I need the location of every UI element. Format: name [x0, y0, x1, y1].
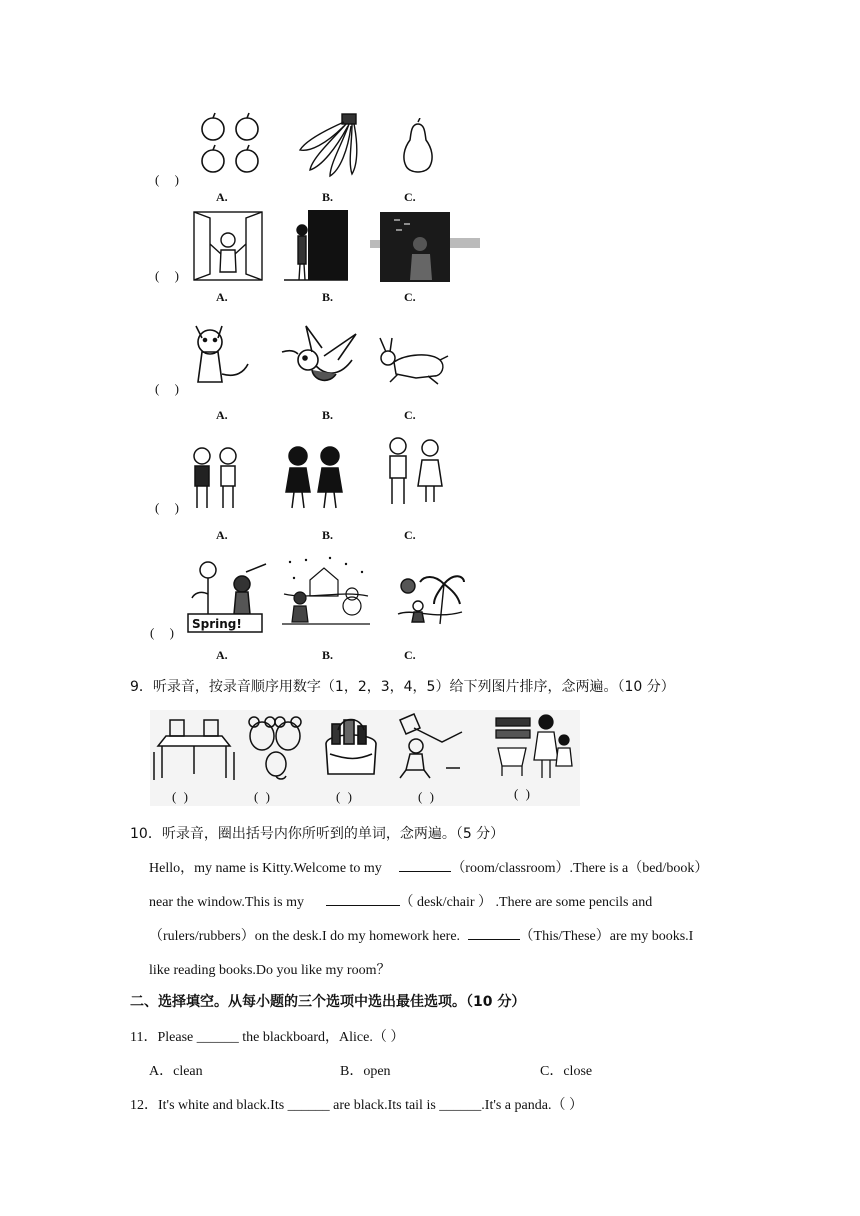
blank-field[interactable] — [468, 927, 520, 940]
two-boys-icon — [188, 442, 244, 512]
option-b-label: B. — [322, 648, 334, 662]
section-2-heading: 二、选择填空。从每小题的三个选项中选出最佳选项。（10 分） — [130, 994, 526, 1010]
passage-text: （This/These）are my books.I — [519, 929, 694, 944]
option-b-label: B. — [322, 190, 334, 204]
passage-text: （room/classroom）.There is a（bed/book） — [451, 861, 709, 876]
answer-paren[interactable]: ( ) — [155, 381, 185, 396]
q10-passage-line — [149, 857, 708, 877]
question-12-text: 12．It's white and black.Its ______ are black.Its tail is ______.It's a panda.（ ） — [130, 1098, 583, 1113]
open-window-icon — [190, 210, 266, 282]
apples-icon — [196, 112, 268, 178]
q11-option-b[interactable]: B．open — [340, 1064, 391, 1079]
question-9-text: 9．听录音，按录音顺序用数字（1，2，3，4，5）给下列图片排序，念两遍。（10 分） — [130, 679, 675, 695]
option-c-label: C. — [404, 408, 416, 422]
q11-option-a[interactable]: A．clean — [149, 1064, 203, 1079]
option-c-label: C. — [404, 528, 416, 542]
schoolbag-icon — [318, 714, 384, 780]
pear-icon — [398, 118, 438, 176]
boy-girl-icon — [382, 436, 448, 508]
cat-icon — [188, 318, 254, 390]
blackboard-icon — [370, 210, 482, 284]
mice-icon — [244, 714, 308, 782]
question-10-text: 10．听录音，圈出括号内你所听到的单词，念两遍。（5 分） — [130, 826, 505, 842]
spring-icon — [186, 558, 268, 634]
option-c-label: C. — [404, 190, 416, 204]
summer-icon — [394, 564, 466, 628]
q11-option-c[interactable]: C．close — [540, 1064, 593, 1079]
answer-paren[interactable]: ( ) — [155, 172, 185, 187]
passage-text: （ desk/chair ） .There are some pencils and — [399, 895, 653, 910]
q10-passage-line — [149, 891, 652, 911]
option-a-label: A. — [216, 290, 228, 304]
kite-icon — [392, 712, 476, 782]
rabbit-icon — [376, 336, 450, 386]
passage-text: （rulers/rubbers）on the desk.I do my homework here. — [149, 929, 461, 944]
winter-icon — [280, 554, 372, 628]
option-b-label: B. — [322, 528, 334, 542]
answer-paren[interactable]: ( ) — [155, 268, 185, 283]
option-b-label: B. — [322, 290, 334, 304]
two-girls-icon — [282, 442, 348, 512]
table-chairs-icon — [152, 716, 236, 782]
spring-caption: Spring! — [192, 617, 242, 631]
option-a-label: A. — [216, 648, 228, 662]
blank-field[interactable] — [326, 893, 400, 906]
q9-answer-paren[interactable]: ( ) — [254, 789, 272, 804]
open-door-icon — [282, 208, 350, 282]
answer-paren[interactable]: ( ) — [150, 625, 180, 640]
question-11-text: 11．Please ______ the blackboard，Alice.（ ） — [130, 1030, 405, 1045]
option-c-label: C. — [404, 290, 416, 304]
option-a-label: A. — [216, 528, 228, 542]
answer-paren[interactable]: ( ) — [155, 500, 185, 515]
q9-answer-paren[interactable]: ( ) — [514, 786, 532, 801]
passage-text: near the window.This is my — [149, 895, 305, 910]
bird-icon — [278, 322, 360, 388]
q10-passage-line: like reading books.Do you like my room？ — [149, 963, 391, 978]
passage-text: Hello，my name is Kitty.Welcome to my — [149, 861, 382, 876]
bananas-icon — [296, 110, 364, 180]
q9-answer-paren[interactable]: ( ) — [418, 789, 436, 804]
q9-answer-paren[interactable]: ( ) — [172, 789, 190, 804]
blank-field[interactable] — [399, 859, 451, 872]
option-c-label: C. — [404, 648, 416, 662]
option-b-label: B. — [322, 408, 334, 422]
option-a-label: A. — [216, 408, 228, 422]
option-a-label: A. — [216, 190, 228, 204]
q9-answer-paren[interactable]: ( ) — [336, 789, 354, 804]
q10-passage-line — [149, 925, 693, 945]
shopping-icon — [494, 712, 574, 780]
